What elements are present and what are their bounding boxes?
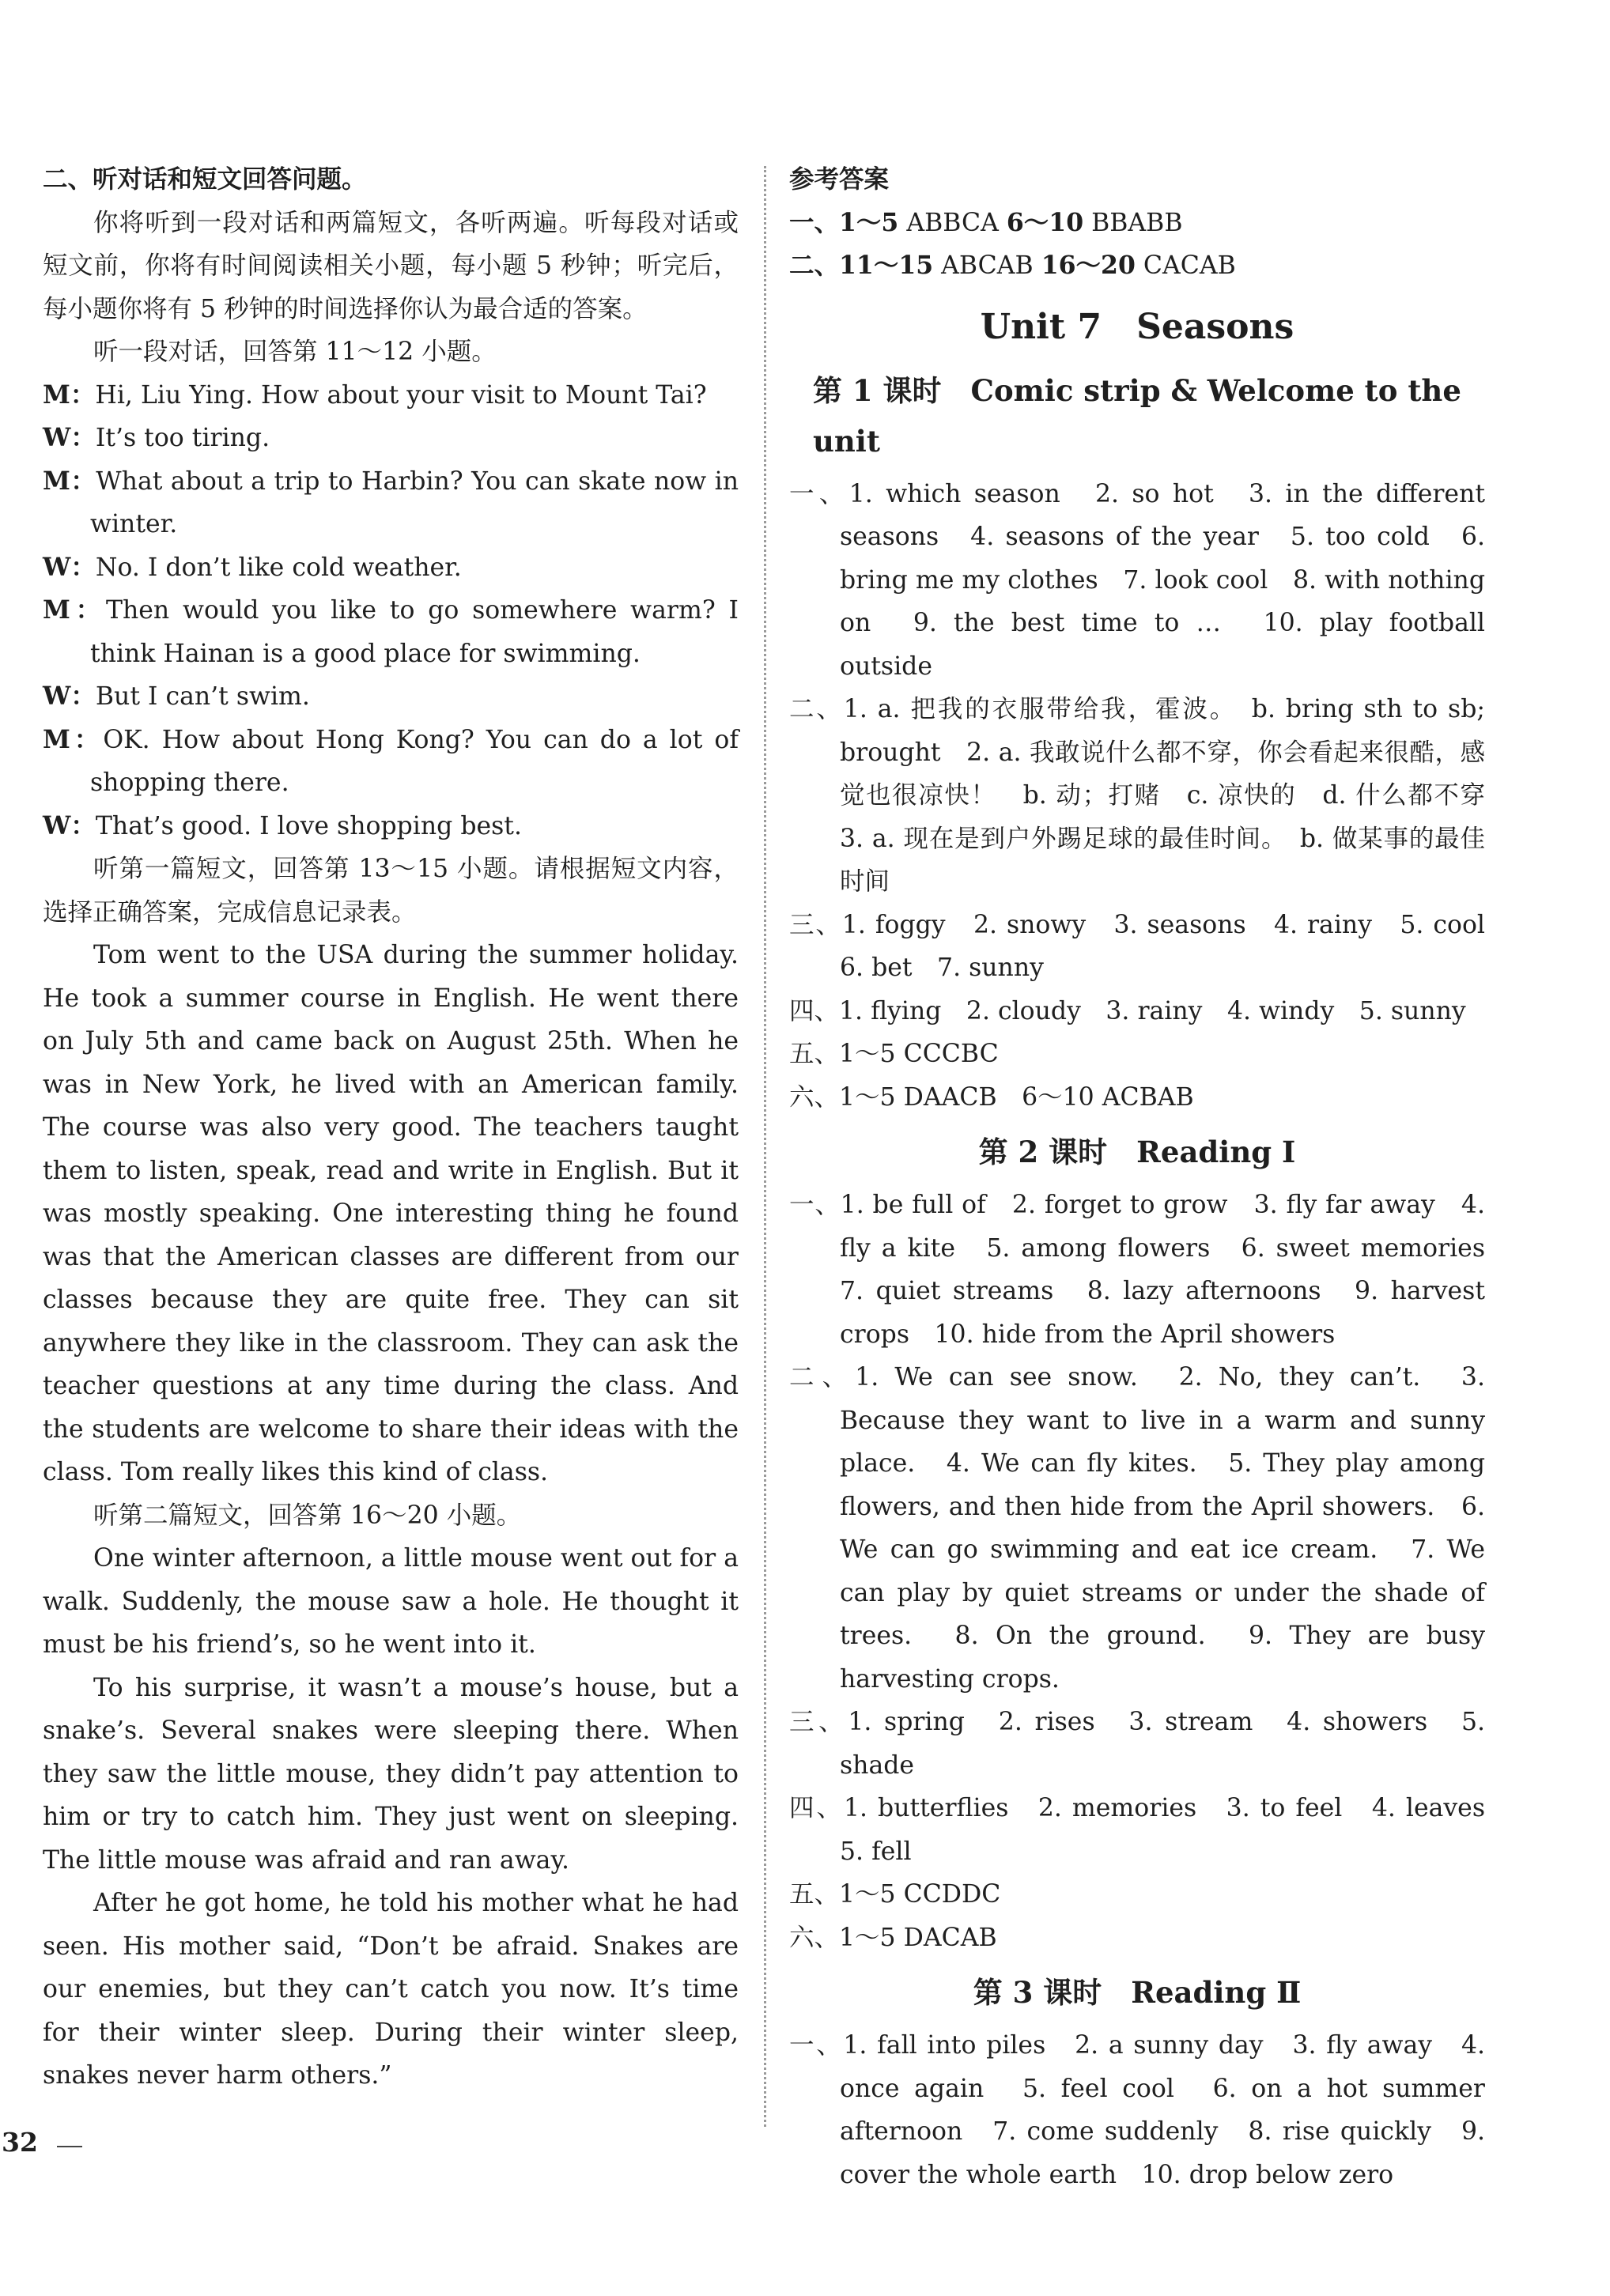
- dialogue-line: [43, 460, 739, 546]
- dialogue-text: It’s too tiring.: [95, 424, 270, 452]
- dialogue-line: [43, 417, 739, 460]
- speaker: W：: [43, 552, 96, 582]
- dialogue-text: But I can’t swim.: [95, 682, 310, 711]
- dialogue-line: [43, 805, 739, 848]
- answer-item: 一、1. fall into piles 2. a sunny day 3. fly away 4. once again 5. feel cool 6. on a hot summer afternoon 7. come suddenly 8. rise quickly 9. cover the whole earth 10. drop below zero: [789, 2031, 1485, 2189]
- left-column: [43, 158, 739, 2098]
- answer-item: 四、1. flying 2. cloudy 3. rainy 4. windy 5. sunny: [789, 996, 1466, 1025]
- answer-item: 六、1～5 DACAB: [789, 1923, 997, 1952]
- passage1-prompt: 听第一篇短文，回答第 13～15 小题。请根据短文内容，选择正确答案，完成信息记录表。: [43, 855, 739, 927]
- answer-item: 五、1～5 CCCBC: [789, 1040, 999, 1068]
- page-number-rule: [57, 2146, 82, 2147]
- dialogue-line: [43, 589, 739, 675]
- dialogue-text: Hi, Liu Ying. How about your visit to Mount Tai?: [95, 380, 707, 410]
- speaker: W：: [43, 682, 96, 711]
- answer-item: 三、1. spring 2. rises 3. stream 4. showers 5. shade: [789, 1708, 1485, 1780]
- lesson-title: 第 1 课时 Comic strip & Welcome to the unit: [813, 372, 1461, 459]
- speaker: W：: [43, 810, 96, 840]
- answer-item: 五、1～5 CCDDC: [789, 1880, 1001, 1909]
- answer-key-heading: 参考答案: [789, 164, 890, 194]
- lesson-title: 第 2 课时 Reading Ⅰ: [978, 1135, 1296, 1169]
- answer-item: 二、1. We can see snow. 2. No, they can’t. 3. Because they want to live in a warm and sunny place. 4. We can fly kites. 5. They play among flowers, and then hide from the April showers. 6. We can go swimming and eat ice cream. 7. We can play by quiet streams or under the shade of trees. 8. On the ground. 9. They are busy harvesting crops.: [789, 1363, 1485, 1694]
- section-heading: 二、听对话和短文回答问题。: [43, 164, 367, 194]
- answer-row: 二、11～15 ABCAB 16～20 CACAB: [789, 251, 1236, 280]
- speaker: M：: [43, 380, 96, 410]
- passage2-paragraph: After he got home, he told his mother what he had seen. His mother said, “Don’t be afraid. Snakes are our enemies, but they can’t catch you now. It’s time for their winter sleep. During their winter sleep, snakes never harm others.”: [43, 1889, 739, 2090]
- dialogue-text: What about a trip to Harbin? You can skate now in winter.: [90, 466, 739, 538]
- page-number: 32: [2, 2127, 38, 2158]
- dialogue-line: [43, 675, 739, 719]
- right-column: [789, 158, 1510, 2196]
- dialogue-line: [43, 374, 739, 417]
- speaker: M：: [43, 466, 96, 496]
- dialogue-text: Then would you like to go somewhere warm? I think Hainan is a good place for swimming.: [90, 596, 739, 668]
- lesson-title: 第 3 课时 Reading Ⅱ: [973, 1975, 1302, 2010]
- speaker: W：: [43, 423, 96, 452]
- answer-row: 一、1～5 ABBCA 6～10 BBABB: [789, 207, 1183, 237]
- speaker: M：: [43, 595, 106, 625]
- dialogue-line: [43, 546, 739, 590]
- answer-item: 三、1. foggy 2. snowy 3. seasons 4. rainy 5. cool 6. bet 7. sunny: [789, 910, 1510, 982]
- unit-title: Unit 7 Seasons: [980, 306, 1294, 347]
- dialogue-text: OK. How about Hong Kong? You can do a lot of shopping there.: [90, 725, 739, 797]
- dialogue: [43, 374, 739, 848]
- dialogue-text: That’s good. I love shopping best.: [95, 811, 522, 840]
- passage1-text: Tom went to the USA during the summer holiday. He took a summer course in English. He went there on July 5th and came back on August 25th. When he was in New York, he lived with an American family. The course was also very good. The teachers taught them to listen, speak, read and write in English. But it was mostly speaking. One interesting thing he found was that the American classes are different from our classes because they are quite free. They can sit anywhere they like in the classroom. They can ask the teacher questions at any time during the class. And the students are welcome to share their ideas with the class. Tom really likes this kind of class.: [43, 941, 739, 1486]
- dialogue-line: [43, 719, 739, 805]
- column-divider: [764, 166, 766, 2127]
- dialogue-prompt: 听一段对话，回答第 11～12 小题。: [93, 338, 497, 366]
- passage2-prompt: 听第二篇短文，回答第 16～20 小题。: [93, 1501, 522, 1530]
- answer-item: 六、1～5 DAACB 6～10 ACBAB: [789, 1082, 1194, 1112]
- answer-item: 四、1. butterflies 2. memories 3. to feel 4. leaves 5. fell: [789, 1794, 1510, 1866]
- answer-item: 二、1. a. 把我的衣服带给我，霍波。 b. bring sth to sb; brought 2. a. 我敢说什么都不穿，你会看起来很酷，感觉也很凉快！ b. 动；打赌 c. 凉快的 d. 什么都不穿 3. a. 现在是到户外踢足球的最佳时间。 b. 做某事的最佳时间: [789, 695, 1510, 896]
- listening-intro: 你将听到一段对话和两篇短文，各听两遍。听每段对话或短文前，你将有时间阅读相关小题，每小题 5 秒钟；听完后，每小题你将有 5 秒钟的时间选择你认为最合适的答案。: [43, 208, 739, 323]
- passage2-paragraph: To his surprise, it wasn’t a mouse’s house, but a snake’s. Several snakes were sleeping there. When they saw the little mouse, they didn’t pay attention to him or try to catch him. They just went on sleeping. The little mouse was afraid and ran away.: [43, 1673, 739, 1875]
- passage2-paragraph: One winter afternoon, a little mouse went out for a walk. Suddenly, the mouse saw a hole. He thought it must be his friend’s, so he went into it.: [43, 1544, 739, 1659]
- speaker: M：: [43, 724, 104, 754]
- answer-item: 一、1. which season 2. so hot 3. in the different seasons 4. seasons of the year 5. too cold 6. bring me my clothes 7. look cool 8. with nothing on 9. the best time to … 10. play football outside: [789, 479, 1485, 681]
- dialogue-text: No. I don’t like cold weather.: [95, 553, 462, 582]
- answer-item: 一、1. be full of 2. forget to grow 3. fly far away 4. fly a kite 5. among flowers 6. sweet memories 7. quiet streams 8. lazy afternoons 9. harvest crops 10. hide from the April showers: [789, 1191, 1510, 1349]
